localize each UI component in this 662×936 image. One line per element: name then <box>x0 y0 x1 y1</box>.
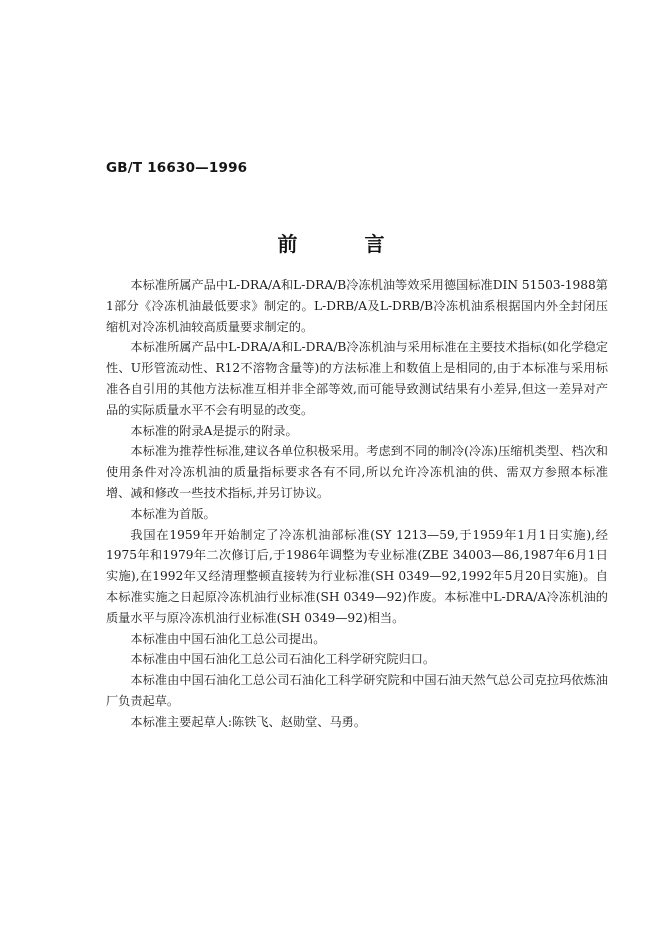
paragraph-proposer: 本标准由中国石油化工总公司提出。 <box>130 631 326 646</box>
standard-code: GB/T 16630—1996 <box>106 160 248 176</box>
paragraph-appendix: 本标准的附录A是提示的附录。 <box>130 423 298 438</box>
foreword-body <box>106 275 608 733</box>
paragraph-adoption: 本标准所属产品中L-DRA/A和L-DRA/B冷冻机油等效采用德国标准DIN 51503-1988第1部分《冷冻机油最低要求》制定的。L-DRB/A及L-DRB/B冷冻机油系根据国内外全封闭压缩机对冷冻机油较高质量要求制定的。 <box>106 278 608 334</box>
paragraph-technical-indicators: 本标准所属产品中L-DRA/A和L-DRA/B冷冻机油与采用标准在主要技术指标(如化学稳定性、U形管流动性、R12不溶物含量等)的方法标准上和数值上是相同的,由于本标准与采用标准各自引用的其他方法标准互相并非全部等效,而可能导致测试结果有小差异,但这一差异对产品的实际质量水平不会有明显的改变。 <box>106 340 608 417</box>
page-title: 前 言 <box>277 232 415 256</box>
paragraph-first-edition: 本标准为首版。 <box>130 506 216 521</box>
paragraph-history: 我国在1959年开始制定了冷冻机油部标准(SY 1213—59,于1959年1月1日实施),经1975年和1979年二次修订后,于1986年调整为专业标准(ZBE 34003—86,1987年6月1日实施),在1992年又经清理整顿直接转为行业标准(SH 0349—92,1992年5月20日实施)。自本标准实施之日起原冷冻机油行业标准(SH 0349—92)作废。本标准中L-DRA/A冷冻机油的质量水平与原冷冻机油行业标准(SH 0349—92)相当。 <box>106 527 608 625</box>
paragraph-drafting-units: 本标准由中国石油化工总公司石油化工科学研究院和中国石油天然气总公司克拉玛依炼油厂负责起草。 <box>106 673 608 708</box>
paragraph-drafters: 本标准主要起草人:陈铁飞、赵勋堂、马勇。 <box>130 714 367 729</box>
paragraph-responsible-unit: 本标准由中国石油化工总公司石油化工科学研究院归口。 <box>130 652 436 667</box>
paragraph-recommendation: 本标准为推荐性标准,建议各单位积极采用。考虑到不同的制冷(冷冻)压缩机类型、档次和使用条件对冷冻机油的质量指标要求各有不同,所以允许冷冻机油的供、需双方参照本标准增、减和修改一些技术指标,并另订协议。 <box>106 444 608 500</box>
